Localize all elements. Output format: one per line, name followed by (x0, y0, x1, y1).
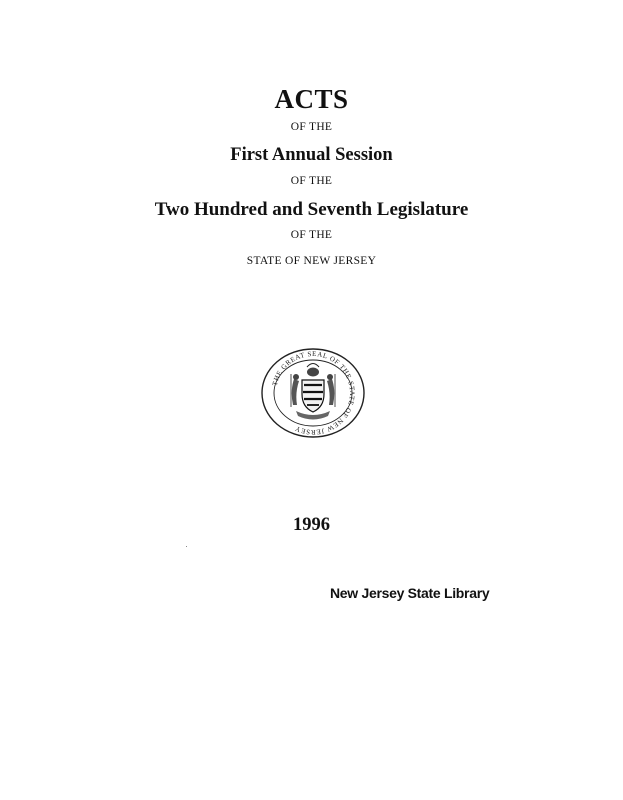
of-the-text: OF THE (290, 229, 333, 241)
of-the-text: OF THE (290, 121, 333, 133)
document-title: ACTS (274, 84, 349, 114)
session-title: First Annual Session (230, 145, 393, 165)
legislature-title: Two Hundred and Seventh Legislature (154, 199, 469, 220)
scan-speck (186, 546, 187, 547)
of-the-text: OF THE (290, 175, 333, 187)
seal-ring-text: THE GREAT SEAL OF THE STATE OF NEW JERSEY (270, 349, 357, 437)
state-name: STATE OF NEW JERSEY (246, 255, 377, 267)
publication-year: 1996 (293, 515, 330, 535)
state-seal-icon (260, 347, 366, 439)
library-stamp: New Jersey State Library (330, 585, 490, 601)
